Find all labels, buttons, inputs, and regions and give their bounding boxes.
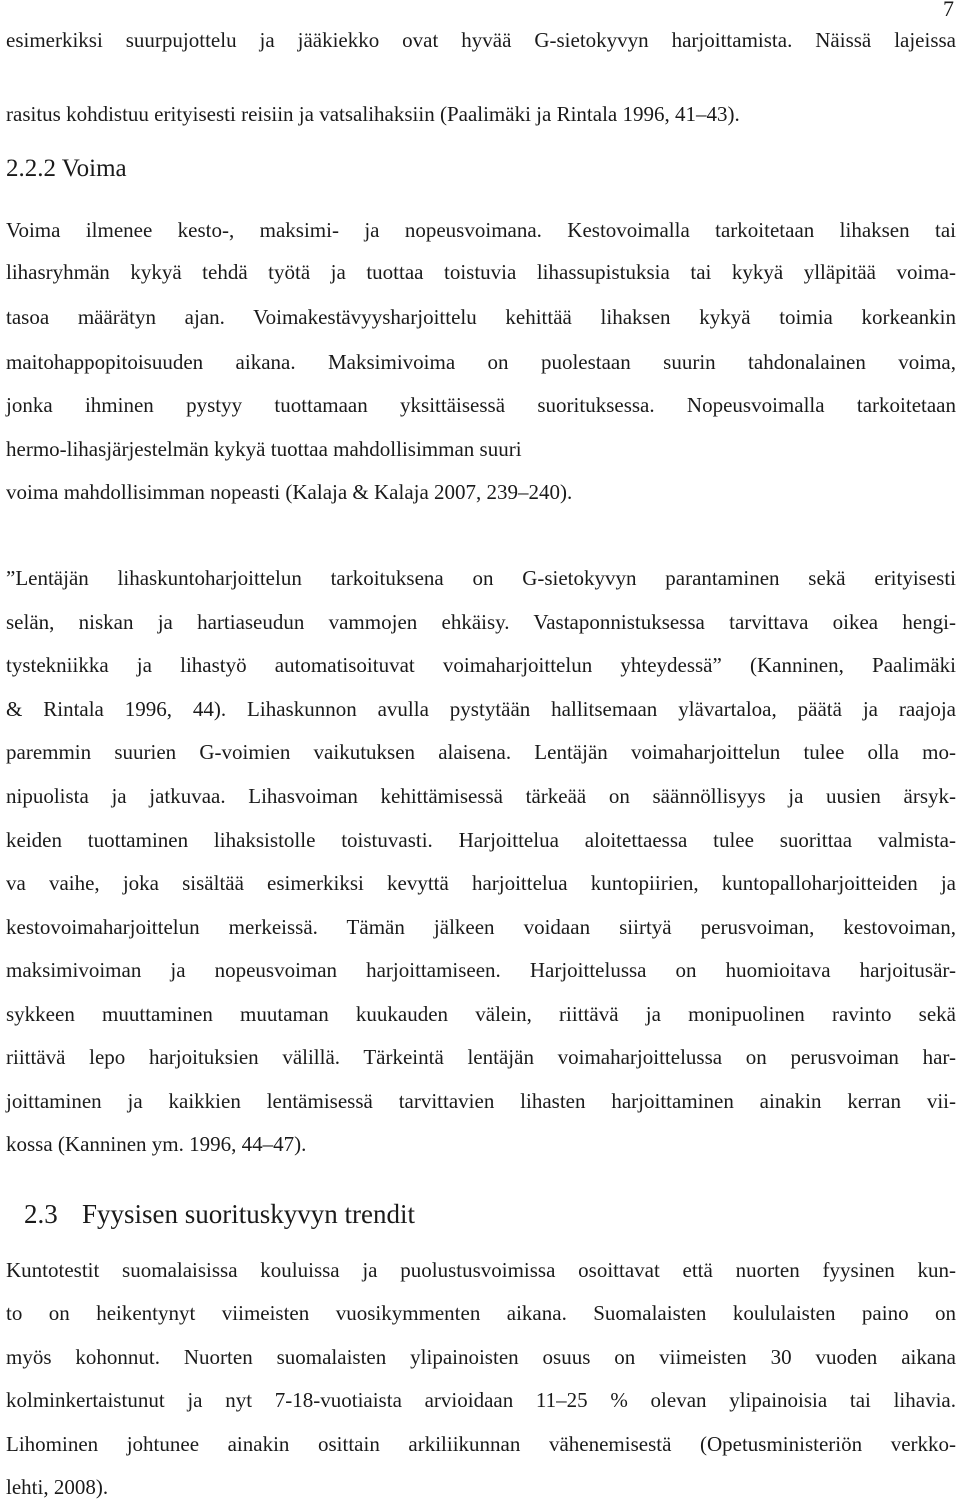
section-number: 2.3: [24, 1199, 58, 1229]
text-line: ”Lentäjän lihaskuntoharjoittelun tarkoituksena on G-sietokyvyn parantaminen sekä erityisesti: [6, 566, 956, 590]
text-line: kossa (Kanninen ym. 1996, 44–47).: [6, 1132, 307, 1156]
text-line: voima mahdollisimman nopeasti (Kalaja & Kalaja 2007, 239–240).: [6, 480, 573, 504]
text-line: hermo-lihasjärjestelmän kykyä tuottaa mahdollisimman suuri: [6, 437, 522, 461]
section-heading: [24, 1198, 415, 1230]
text-line: maksimivoiman ja nopeusvoiman harjoittamiseen. Harjoittelussa on huomioitava harjoitusär-: [6, 958, 956, 982]
text-line: tasoa määrätyn ajan. Voimakestävyysharjoittelu kehittää lihaksen kykyä toimia korkeankin: [6, 305, 956, 329]
text-line: Lihominen johtunee ainakin osittain arkiliikunnan vähenemisestä (Opetusministeriön verkko-: [6, 1432, 956, 1456]
text-line: va vaihe, joka sisältää esimerkiksi kevyttä harjoittelua kuntopiirien, kuntopalloharjoitteiden ja: [6, 871, 956, 895]
text-line: esimerkiksi suurpujottelu ja jääkiekko ovat hyvää G-sietokyvyn harjoittamista. Näissä lajeissa: [6, 28, 956, 52]
text-line: sykkeen muuttaminen muutaman kuukauden välein, riittävä ja monipuolinen ravinto sekä: [6, 1002, 956, 1026]
text-line: keiden tuottaminen lihaksistolle toistuvasti. Harjoittelua aloitettaessa tulee suorittaa valmista-: [6, 828, 956, 852]
text-line: kestovoimaharjoittelun merkeissä. Tämän jälkeen voidaan siirtyä perusvoiman, kestovoiman,: [6, 915, 956, 939]
text-line: lihasryhmän kykyä tehdä työtä ja tuottaa toistuvia lihassupistuksia tai kykyä ylläpitää voima-: [6, 260, 956, 284]
text-line: myös kohonnut. Nuorten suomalaisten ylipainoisten osuus on viimeisten 30 vuoden aikana: [6, 1345, 956, 1369]
text-line: maitohappopitoisuuden aikana. Maksimivoima on puolestaan suurin tahdonalainen voima,: [6, 350, 956, 374]
text-line: selän, niskan ja hartiaseudun vammojen ehkäisy. Vastaponnistuksessa tarvittava oikea hengi-: [6, 610, 956, 634]
text-line: lehti, 2008).: [6, 1475, 109, 1499]
text-line: paremmin suurien G-voimien vaikutuksen alaisena. Lentäjän voimaharjoittelun tulee olla mo-: [6, 740, 956, 764]
text-line: nipuolista ja jatkuvaa. Lihasvoiman kehittämisessä tärkeää on säännöllisyys ja uusien ärsyk-: [6, 784, 956, 808]
subheading-voima: 2.2.2 Voima: [6, 155, 127, 182]
text-line: kolminkertaistunut ja nyt 7-18-vuotiaista arvioidaan 11–25 % olevan ylipainoisia tai lihavia.: [6, 1388, 956, 1412]
text-line: Voima ilmenee kesto-, maksimi- ja nopeusvoimana. Kestovoimalla tarkoitetaan lihaksen tai: [6, 218, 956, 242]
page-number: 7: [943, 0, 954, 21]
text-line: rasitus kohdistuu erityisesti reisiin ja vatsalihaksiin (Paalimäki ja Rintala 1996, 41–43).: [6, 102, 740, 126]
text-line: to on heikentynyt viimeisten vuosikymmenten aikana. Suomalaisten koululaisten paino on: [6, 1301, 956, 1325]
section-title: Fyysisen suorituskyvyn trendit: [82, 1199, 416, 1229]
text-line: Kuntotestit suomalaisissa kouluissa ja puolustusvoimissa osoittavat että nuorten fyysinen kun-: [6, 1258, 956, 1282]
text-line: & Rintala 1996, 44). Lihaskunnon avulla pystytään hallitsemaan ylävartaloa, päätä ja raajoja: [6, 697, 956, 721]
text-line: tystekniikka ja lihastyö automatisoituvat voimaharjoittelun yhteydessä” (Kanninen, Paalimäki: [6, 653, 956, 677]
text-line: riittävä lepo harjoituksien välillä. Tärkeintä lentäjän voimaharjoittelussa on perusvoiman har-: [6, 1045, 956, 1069]
text-line: joittaminen ja kaikkien lentämisessä tarvittavien lihasten harjoittaminen ainakin kerran vii-: [6, 1089, 956, 1113]
text-line: jonka ihminen pystyy tuottamaan yksittäisessä suorituksessa. Nopeusvoimalla tarkoitetaan: [6, 393, 956, 417]
